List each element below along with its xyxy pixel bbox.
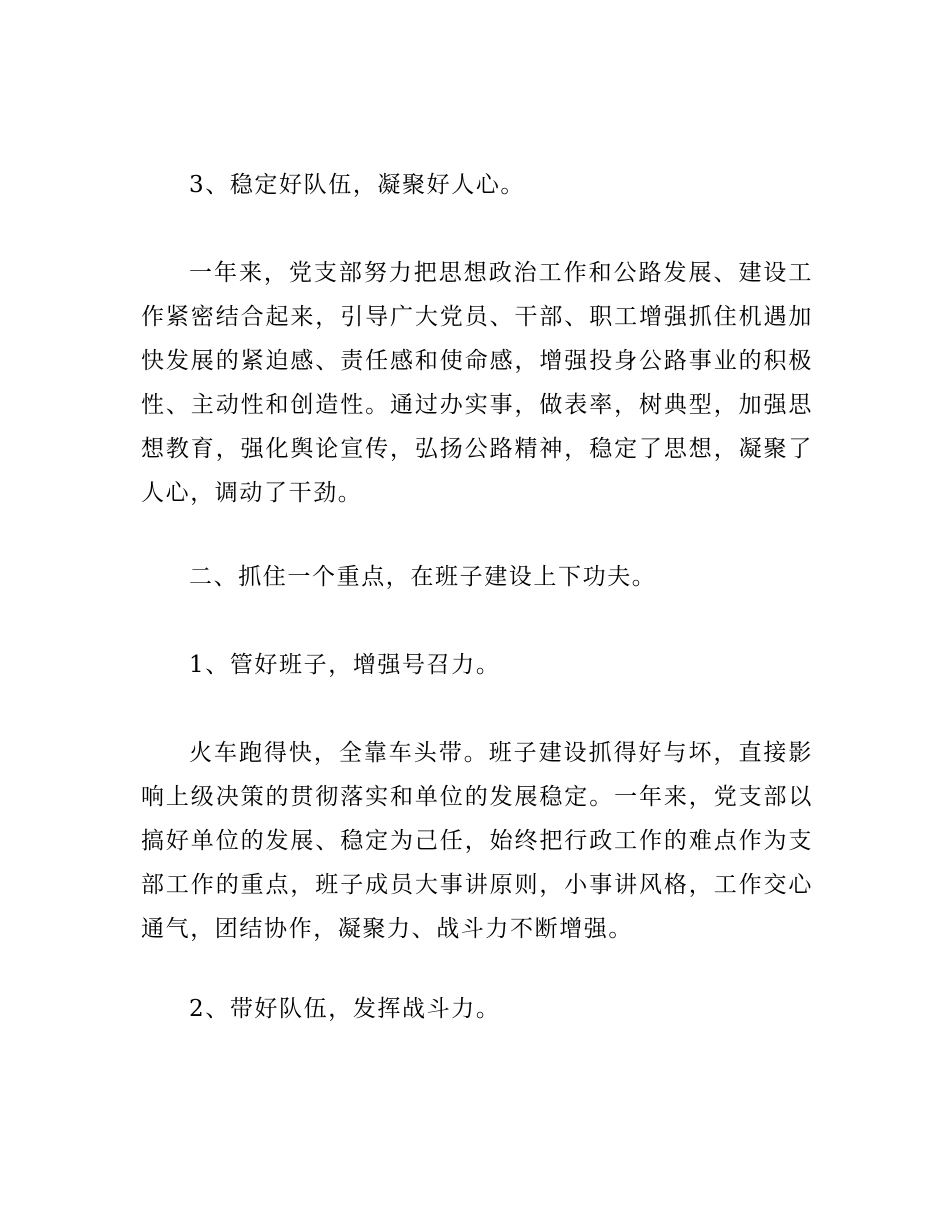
- text-line: 性、主动性和创造性。通过办实事，做表率，树典型，加强思: [141, 392, 813, 418]
- text-line: 作紧密结合起来，引导广大党员、干部、职工增强抓住机遇加: [141, 304, 813, 330]
- text-line: 3、稳定好队伍，凝聚好人心。: [189, 172, 526, 198]
- section-heading-leadership-team: [141, 555, 813, 599]
- document-page: [141, 0, 813, 1230]
- text-line: 响上级决策的贯彻落实和单位的发展稳定。一年来，党支部以: [141, 784, 813, 810]
- text-line: 1、管好班子，增强号召力。: [189, 652, 501, 678]
- text-line: 2、带好队伍，发挥战斗力。: [189, 996, 501, 1022]
- text-line: 快发展的紧迫感、责任感和使命感，增强投身公路事业的积极: [141, 348, 813, 374]
- text-line: 想教育，强化舆论宣传，弘扬公路精神，稳定了思想，凝聚了: [141, 436, 813, 462]
- text-line: 一年来，党支部努力把思想政治工作和公路发展、建设工: [189, 260, 813, 286]
- section-heading-stabilize-team: [141, 163, 813, 207]
- text-line: 通气，团结协作，凝聚力、战斗力不断增强。: [141, 916, 633, 942]
- text-line: 人心，调动了干劲。: [141, 480, 363, 506]
- section-heading-manage-team: [141, 643, 813, 687]
- text-line: 火车跑得快，全靠车头带。班子建设抓得好与坏，直接影: [189, 740, 813, 766]
- text-line: 二、抓住一个重点，在班子建设上下功夫。: [189, 564, 657, 590]
- body-paragraph-political-work: [141, 251, 813, 515]
- section-heading-lead-team: [141, 987, 813, 1031]
- text-line: 搞好单位的发展、稳定为己任，始终把行政工作的难点作为支: [141, 828, 813, 854]
- text-line: 部工作的重点，班子成员大事讲原则，小事讲风格，工作交心: [141, 872, 813, 898]
- body-paragraph-leadership: [141, 731, 813, 951]
